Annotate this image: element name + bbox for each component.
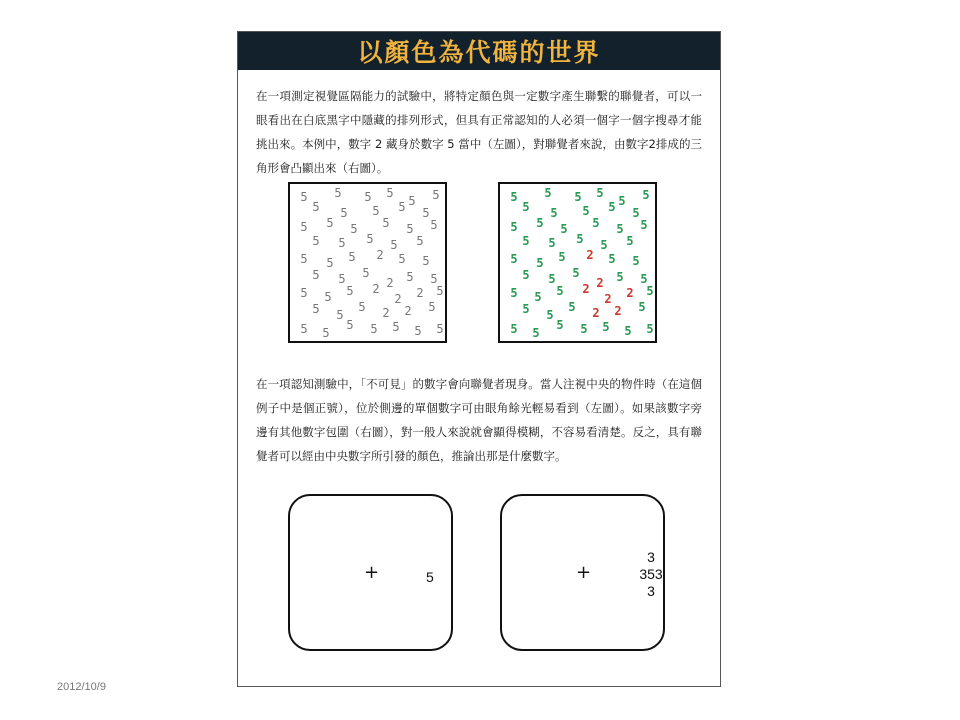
digit-two: 2 (376, 248, 384, 262)
digit-five: 5 (572, 266, 580, 280)
digit-five: 5 (616, 222, 624, 236)
page-title: 以顏色為代碼的世界 (357, 38, 601, 67)
digit-five: 5 (550, 206, 558, 220)
flanked-digit-group (635, 549, 667, 600)
digit-five: 5 (580, 322, 588, 336)
plain-grid-svg (290, 184, 445, 341)
digit-five: 5 (522, 268, 530, 282)
right-test-screen (500, 494, 665, 651)
colored-digit-grid (498, 182, 657, 343)
digit-five: 5 (338, 272, 346, 286)
digit-five: 5 (536, 256, 544, 270)
digit-five: 5 (646, 284, 654, 298)
digit-five: 5 (600, 238, 608, 252)
digit-five: 5 (556, 318, 564, 332)
intro-paragraph: 在一項測定視覺區隔能力的試驗中，將特定顏色與一定數字產生聯繫的聯覺者，可以一眼看出在白底黑字中隱藏的排列形式，但具有正常認知的人必須一個字一個字搜尋才能挑出來。本例中，數字 2 藏身於數字 5 當中（左圖），對聯覺者來說，由數字2排成的三角形會凸顯出來（右圖）。 (256, 89, 702, 175)
digit-five: 5 (640, 218, 648, 232)
digit-five: 5 (372, 204, 380, 218)
fixation-cross: + (364, 562, 380, 583)
digit-two: 2 (626, 286, 634, 300)
digit-five: 5 (312, 200, 320, 214)
digit-five: 5 (522, 302, 530, 316)
digit-five: 5 (386, 186, 394, 200)
digit-five: 5 (350, 222, 358, 236)
digit-five: 5 (334, 186, 342, 200)
digit-two: 2 (382, 306, 390, 320)
digit-five: 5 (596, 186, 604, 200)
digit-five: 5 (548, 236, 556, 250)
digit-five: 5 (548, 272, 556, 286)
digit-five: 5 (300, 190, 308, 204)
digit-five: 5 (430, 218, 438, 232)
digit-five: 5 (398, 200, 406, 214)
digit-two: 2 (614, 304, 622, 318)
digit-five: 5 (592, 216, 600, 230)
digit-five: 5 (632, 206, 640, 220)
digit-five: 5 (436, 284, 444, 298)
digit-five: 5 (326, 216, 334, 230)
digit-five: 5 (300, 252, 308, 266)
flanker-top: 3 (647, 549, 655, 565)
digit-five: 5 (546, 308, 554, 322)
digit-five: 5 (414, 324, 422, 338)
digit-five: 5 (626, 234, 634, 248)
digit-five: 5 (398, 252, 406, 266)
digit-five: 5 (638, 300, 646, 314)
digit-five: 5 (312, 268, 320, 282)
digit-five: 5 (422, 254, 430, 268)
digit-two: 2 (404, 304, 412, 318)
digit-five: 5 (428, 300, 436, 314)
digit-two: 2 (372, 282, 380, 296)
digit-five: 5 (430, 272, 438, 286)
digit-five: 5 (558, 250, 566, 264)
title-banner (238, 32, 720, 70)
digit-five: 5 (326, 256, 334, 270)
digit-two: 2 (596, 276, 604, 290)
digit-five: 5 (406, 270, 414, 284)
digit-five: 5 (582, 204, 590, 218)
digit-five: 5 (300, 322, 308, 336)
digit-two: 2 (386, 276, 394, 290)
digit-two: 2 (416, 286, 424, 300)
digit-five: 5 (602, 320, 610, 334)
digit-five: 5 (338, 236, 346, 250)
digit-five: 5 (390, 238, 398, 252)
digit-five: 5 (616, 270, 624, 284)
digit-five: 5 (560, 222, 568, 236)
digit-five: 5 (406, 222, 414, 236)
digit-five: 5 (624, 324, 632, 338)
digit-five: 5 (370, 322, 378, 336)
digit-five: 5 (392, 320, 400, 334)
digit-five: 5 (510, 190, 518, 204)
digit-five: 5 (382, 216, 390, 230)
digit-five: 5 (568, 300, 576, 314)
digit-five: 5 (312, 302, 320, 316)
digit-five: 5 (300, 220, 308, 234)
digit-five: 5 (340, 206, 348, 220)
digit-five: 5 (336, 308, 344, 322)
digit-five: 5 (510, 220, 518, 234)
digit-five: 5 (358, 300, 366, 314)
fixation-cross: + (576, 562, 592, 583)
flanked-middle: 353 (639, 566, 663, 582)
digit-two: 2 (394, 292, 402, 306)
digit-five: 5 (556, 284, 564, 298)
slide-date: 2012/10/9 (57, 681, 106, 693)
digit-five: 5 (576, 232, 584, 246)
digit-five: 5 (322, 326, 330, 340)
digit-five: 5 (534, 290, 542, 304)
digit-five: 5 (348, 250, 356, 264)
digit-five: 5 (608, 200, 616, 214)
digit-five: 5 (300, 286, 308, 300)
test-paragraph: 在一項認知測驗中，「不可見」的數字會向聯覺者現身。當人注視中央的物件時（在這個例子中是個正號），位於側邊的單個數字可由眼角餘光輕易看到（左圖）。如果該數字旁邊有其他數字包圍（右圖），對一般人來說就會顯得模糊，不容易看清楚。反之，具有聯覺者可以經由中央數字所引發的顏色，推論出那是什麼數字。 (256, 377, 702, 463)
plain-digit-grid (288, 182, 447, 343)
digit-five: 5 (416, 234, 424, 248)
digit-five: 5 (522, 200, 530, 214)
digit-five: 5 (324, 290, 332, 304)
digit-five: 5 (346, 318, 354, 332)
digit-five: 5 (510, 286, 518, 300)
digit-two: 2 (592, 306, 600, 320)
isolated-digit: 5 (426, 569, 434, 585)
digit-five: 5 (346, 284, 354, 298)
digit-five: 5 (364, 190, 372, 204)
digit-five: 5 (510, 252, 518, 266)
digit-five: 5 (640, 272, 648, 286)
digit-five: 5 (522, 234, 530, 248)
flanker-bottom: 3 (647, 583, 655, 599)
left-test-screen (288, 494, 453, 651)
digit-five: 5 (618, 194, 626, 208)
digit-five: 5 (574, 190, 582, 204)
digit-five: 5 (408, 194, 416, 208)
digit-five: 5 (312, 234, 320, 248)
digit-two: 2 (586, 248, 594, 262)
digit-five: 5 (646, 322, 654, 336)
digit-five: 5 (544, 186, 552, 200)
digit-five: 5 (432, 188, 440, 202)
digit-five: 5 (536, 216, 544, 230)
digit-two: 2 (604, 292, 612, 306)
magazine-page (237, 31, 721, 687)
digit-five: 5 (608, 252, 616, 266)
digit-five: 5 (422, 206, 430, 220)
digit-five: 5 (362, 266, 370, 280)
digit-five: 5 (642, 188, 650, 202)
colored-grid-svg (500, 184, 655, 341)
digit-five: 5 (510, 322, 518, 336)
digit-five: 5 (436, 322, 444, 336)
digit-five: 5 (366, 232, 374, 246)
digit-five: 5 (532, 326, 540, 340)
digit-two: 2 (582, 282, 590, 296)
digit-five: 5 (632, 254, 640, 268)
